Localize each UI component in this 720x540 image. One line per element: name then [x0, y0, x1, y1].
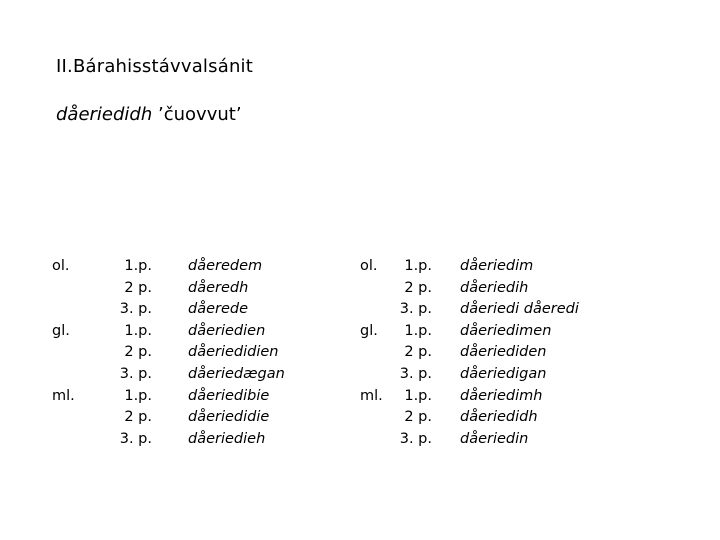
person-label: 1.p.	[124, 387, 152, 404]
verb-form: dåeriedigan	[460, 365, 547, 382]
verb-infinitive: dåeriedidh	[56, 104, 153, 125]
verb-form: dåeredh	[188, 279, 249, 296]
verb-form: dåeriedidie	[188, 409, 270, 426]
person-label: 3. p.	[119, 365, 152, 382]
person-label: 1.p.	[124, 258, 152, 274]
verb-form: dåeriedin	[460, 430, 529, 447]
right-person-column	[392, 256, 432, 450]
verb-heading	[56, 104, 242, 125]
person-label: 2 p.	[404, 409, 432, 426]
verb-form: dåeriedægan	[188, 365, 285, 382]
person-label: 1.p.	[404, 322, 432, 339]
verb-form: dåeriedim	[460, 258, 534, 274]
verb-form: dåeriedih	[460, 279, 529, 296]
right-form-column	[460, 256, 579, 450]
number-label: ol.	[52, 258, 70, 274]
person-label: 2 p.	[124, 344, 152, 361]
person-label: 3. p.	[119, 430, 152, 447]
person-label: 3. p.	[119, 301, 152, 318]
verb-form: dåeriediden	[460, 344, 547, 361]
slide-title: II.Bárahisstávvalsánit	[56, 56, 254, 77]
verb-gloss: ’čuovvut’	[152, 104, 242, 125]
number-label: ol.	[360, 258, 378, 274]
person-label: 3. p.	[399, 365, 432, 382]
person-label: 3. p.	[399, 301, 432, 318]
left-number-column	[52, 256, 75, 407]
right-number-column	[360, 256, 383, 407]
number-label: ml.	[360, 387, 383, 404]
number-label: ml.	[52, 387, 75, 404]
person-label: 1.p.	[404, 387, 432, 404]
verb-form: dåeriedidh	[460, 409, 538, 426]
verb-form: dåeriedieh	[188, 430, 266, 447]
left-person-column	[112, 256, 152, 450]
person-label: 2 p.	[124, 279, 152, 296]
person-label: 2 p.	[404, 344, 432, 361]
number-label: gl.	[360, 322, 378, 339]
verb-form: dåeriedimh	[460, 387, 543, 404]
verb-form: dåeriedidien	[188, 344, 279, 361]
verb-form: dåeriedien	[188, 322, 266, 339]
person-label: 1.p.	[404, 258, 432, 274]
verb-form: dåeredem	[188, 258, 263, 274]
person-label: 1.p.	[124, 322, 152, 339]
verb-form: dåeriedi dåeredi	[460, 301, 579, 318]
verb-form: dåerede	[188, 301, 249, 318]
verb-form: dåeriedibie	[188, 387, 270, 404]
number-label: gl.	[52, 322, 70, 339]
left-form-column	[188, 256, 285, 450]
person-label: 2 p.	[404, 279, 432, 296]
person-label: 3. p.	[399, 430, 432, 447]
verb-form: dåeriedimen	[460, 322, 552, 339]
person-label: 2 p.	[124, 409, 152, 426]
